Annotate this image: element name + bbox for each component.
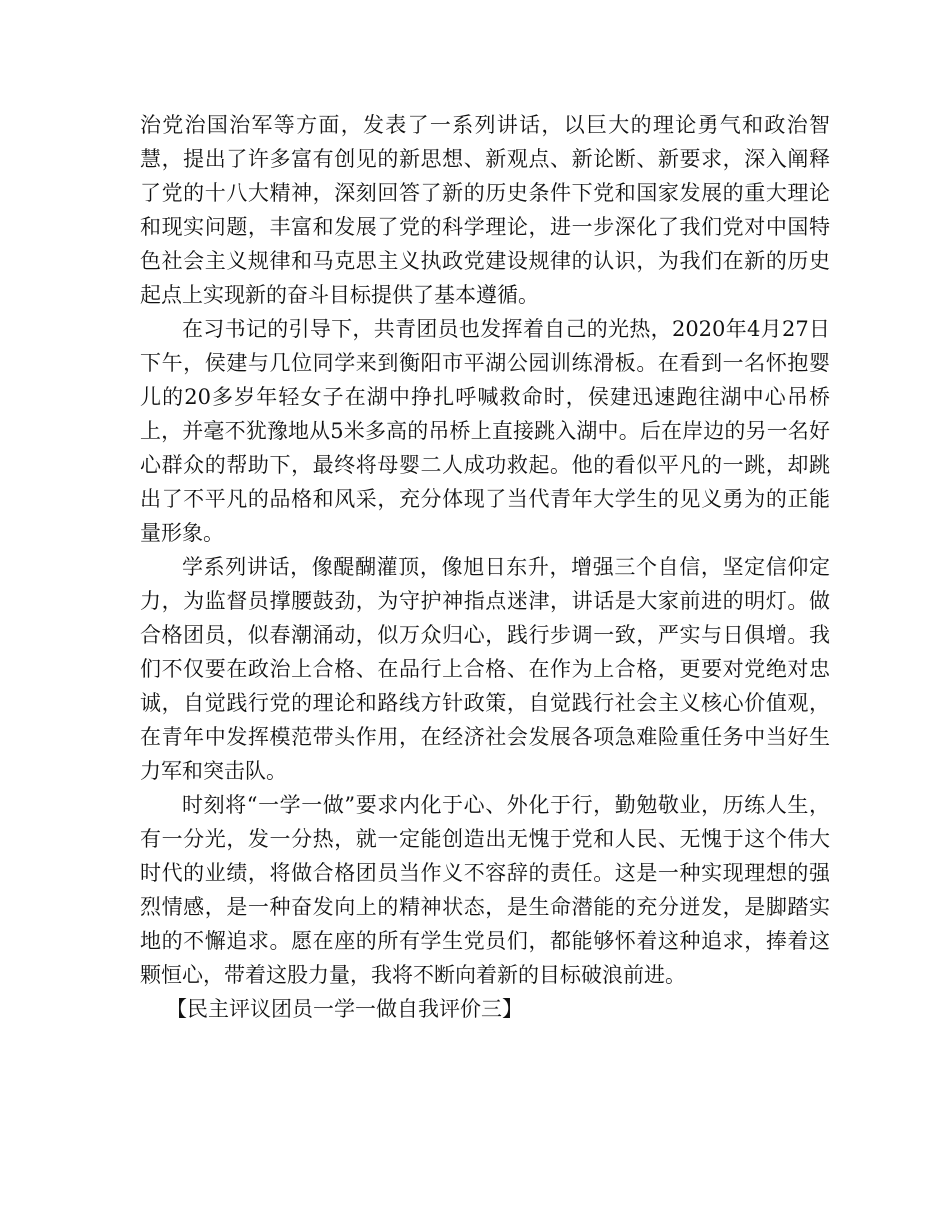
paragraph-continuation: 治党治国治军等方面，发表了一系列讲话，以巨大的理论勇气和政治智慧，提出了许多富有创见的新思想、新观点、新论断、新要求，深入阐释了党的十八大精神，深刻回答了新的历史条件下党和国家发展的重大理论和现实问题，丰富和发展了党的科学理论，进一步深化了我们党对中国特色社会主义规律和马克思主义执政党建设规律的认识，为我们在新的历史起点上实现新的奋斗目标提供了基本遵循。 [140, 113, 830, 307]
document-page [140, 108, 830, 1026]
paragraph-hero-story: 在习书记的引导下，共青团员也发挥着自己的光热，2020年4月27日下午，侯建与几位同学来到衡阳市平湖公园训练滑板。在看到一名怀抱婴儿的20多岁年轻女子在湖中挣扎呼喊救命时，侯建迅速跑往湖中心吊桥上，并毫不犹豫地从5米多高的吊桥上直接跳入湖中。后在岸边的另一名好心群众的帮助下，最终将母婴二人成功救起。他的看似平凡的一跳，却跳出了不平凡的品格和风采，充分体现了当代青年大学生的见义勇为的正能量形象。 [140, 317, 830, 545]
section-heading: 【民主评议团员一学一做自我评价三】 [166, 997, 523, 1021]
paragraph-commitment: 时刻将“一学一做”要求内化于心、外化于行，勤勉敬业，历练人生，有一分光，发一分热，就一定能创造出无愧于党和人民、无愧于这个伟大时代的业绩，将做合格团员当作义不容辞的责任。这是一种实现理想的强烈情感，是一种奋发向上的精神状态，是生命潜能的充分迸发，是脚踏实地的不懈追求。愿在座的所有学生党员们，都能够怀着这种追求，捧着这颗恒心，带着这股力量，我将不断向着新的目标破浪前进。 [140, 793, 830, 987]
paragraph-study-speeches: 学系列讲话，像醍醐灌顶，像旭日东升，增强三个自信，坚定信仰定力，为监督员撑腰鼓劲，为守护神指点迷津，讲话是大家前进的明灯。做合格团员，似春潮涌动，似万众归心，践行步调一致，严实与日俱增。我们不仅要在政治上合格、在品行上合格、在作为上合格，更要对党绝对忠诚，自觉践行党的理论和路线方针政策，自觉践行社会主义核心价值观，在青年中发挥模范带头作用，在经济社会发展各项急难险重任务中当好生力军和突击队。 [140, 555, 830, 783]
